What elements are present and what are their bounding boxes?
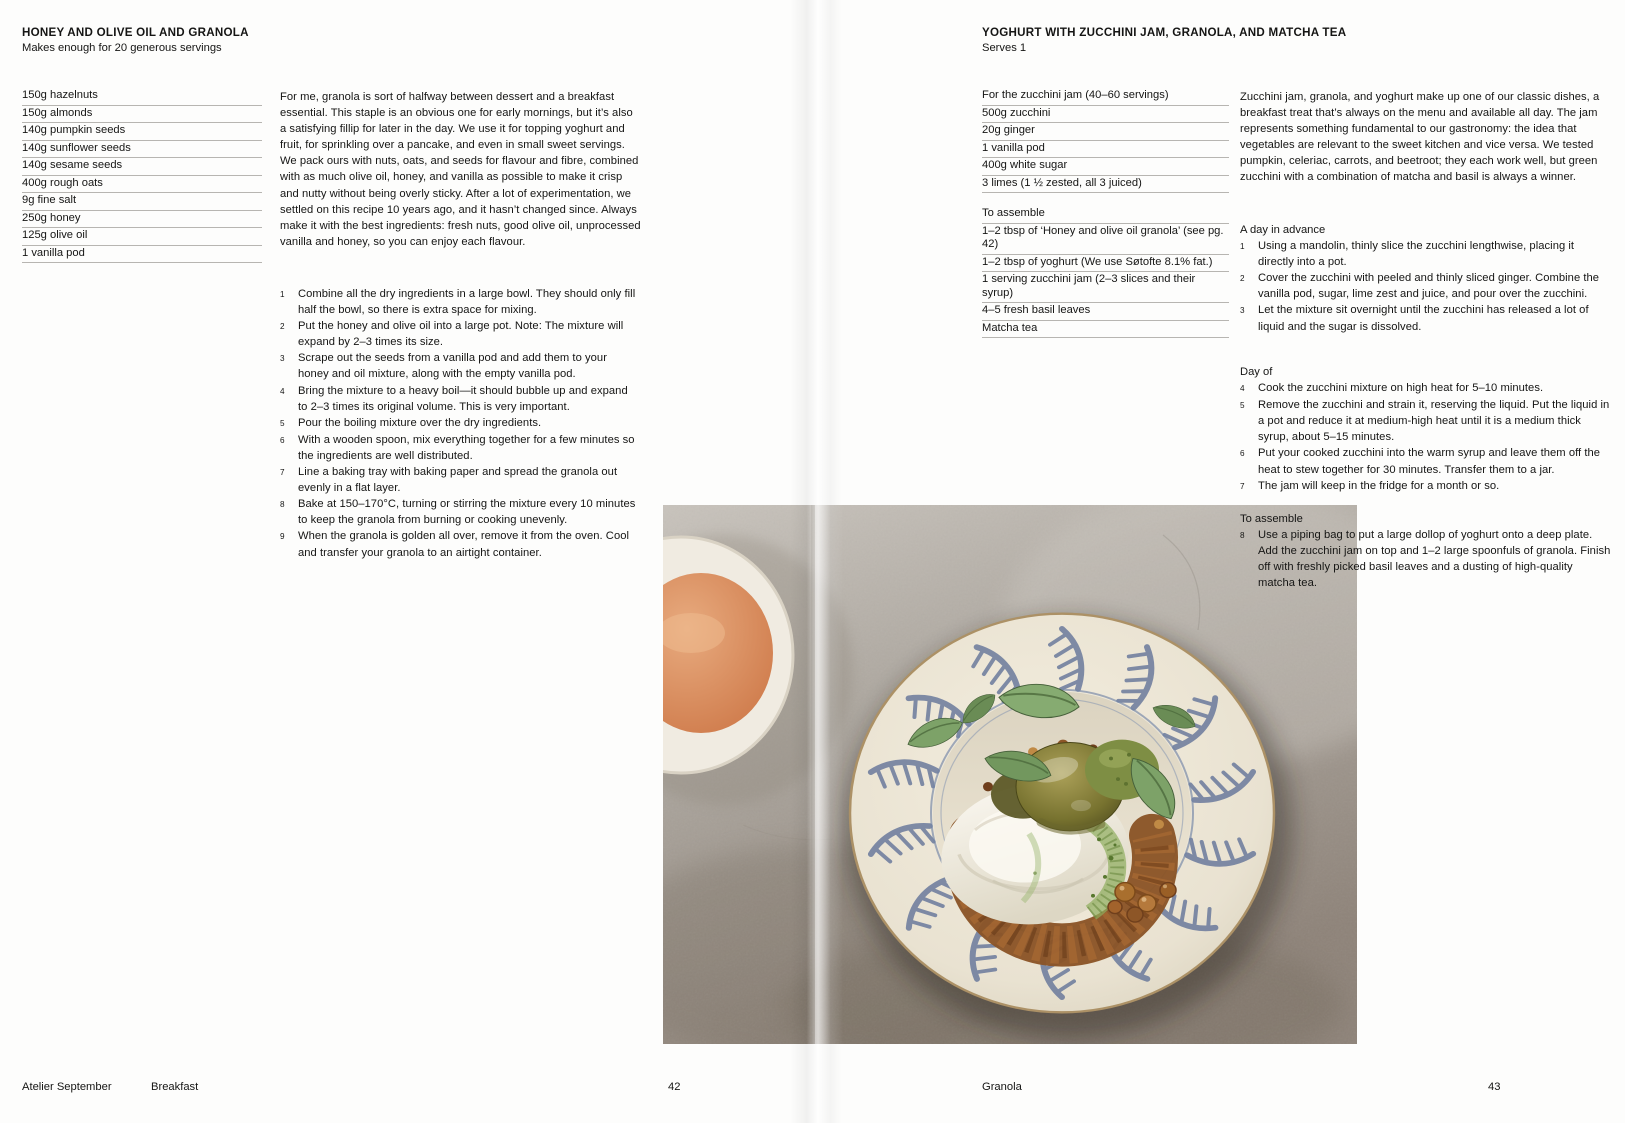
step-text: Put the honey and olive oil into a large pot. Note: The mixture will expand by 2–3 times its size.	[298, 320, 624, 349]
step-number: 5	[1240, 401, 1245, 411]
footer-right-chapter: Granola	[982, 1081, 1022, 1093]
left-ingredient-list	[22, 88, 262, 263]
recipe-step	[1240, 380, 1612, 397]
step-text: Scrape out the seeds from a vanilla pod and add them to your honey and oil mixture, along with the empty vanilla pod.	[298, 352, 607, 381]
step-text: Put your cooked zucchini into the warm syrup and leave them off the heat to stew together for 30 minutes. Transfer them to a jar.	[1258, 447, 1601, 476]
ingredient-group-header: To assemble	[982, 206, 1229, 224]
ingredient-row: 1 vanilla pod	[982, 141, 1229, 159]
step-number: 8	[1240, 531, 1245, 541]
step-number: 5	[280, 418, 285, 428]
section-header: To assemble	[1240, 513, 1303, 525]
ingredient-row: 150g hazelnuts	[22, 88, 262, 106]
recipe-step	[1240, 302, 1612, 334]
ingredient-row: 400g rough oats	[22, 176, 262, 194]
right-recipe-title: YOGHURT WITH ZUCCHINI JAM, GRANOLA, AND MATCHA TEA	[982, 26, 1347, 39]
right-assemble-ingredient-list	[982, 206, 1229, 338]
recipe-step	[280, 415, 640, 432]
step-number: 2	[1240, 274, 1245, 284]
right-recipe-servings: Serves 1	[982, 42, 1027, 54]
left-step-list	[280, 286, 640, 561]
step-number: 4	[280, 386, 285, 396]
recipe-step	[1240, 527, 1612, 591]
right-section-to-assemble	[1240, 511, 1612, 591]
step-number: 4	[1240, 384, 1245, 394]
ingredient-group-header: For the zucchini jam (40–60 servings)	[982, 88, 1229, 106]
step-number: 7	[280, 468, 285, 478]
ingredient-row: 1–2 tbsp of ‘Honey and olive oil granola’ (see pg. 42)	[982, 224, 1229, 255]
ingredient-row: 1–2 tbsp of yoghurt (We use Søtofte 8.1% fat.)	[982, 255, 1229, 273]
recipe-step	[1240, 270, 1612, 302]
step-text: Bring the mixture to a heavy boil—it should bubble up and expand to 2–3 times its original volume. This is very important.	[298, 384, 628, 413]
step-text: Let the mixture sit overnight until the zucchini has released a lot of liquid and the sugar is dissolved.	[1258, 304, 1589, 333]
ingredient-row: 150g almonds	[22, 106, 262, 124]
ingredient-row: 4–5 fresh basil leaves	[982, 303, 1229, 321]
recipe-step	[280, 286, 640, 318]
right-jam-ingredient-list	[982, 88, 1229, 193]
step-text: With a wooden spoon, mix everything together for a few minutes so the ingredients are well distributed.	[298, 433, 635, 462]
step-text: The jam will keep in the fridge for a month or so.	[1258, 479, 1500, 492]
step-number: 8	[280, 500, 285, 510]
recipe-step	[280, 318, 640, 350]
recipe-step	[280, 383, 640, 415]
ingredient-row: 250g honey	[22, 211, 262, 229]
right-page-header	[982, 26, 1602, 54]
ingredient-row: 9g fine salt	[22, 193, 262, 211]
right-section-day-of	[1240, 364, 1612, 495]
ingredient-row: 400g white sugar	[982, 158, 1229, 176]
left-recipe-servings: Makes enough for 20 generous servings	[22, 42, 222, 54]
step-number: 1	[280, 290, 285, 299]
step-number: 6	[1240, 449, 1245, 459]
ingredient-row: 1 vanilla pod	[22, 246, 262, 264]
step-number: 7	[1240, 481, 1245, 491]
step-text: Combine all the dry ingredients in a large bowl. They should only fill half the bowl, so there is extra space for mixing.	[298, 288, 636, 317]
ingredient-row: 20g ginger	[982, 123, 1229, 141]
step-text: Line a baking tray with baking paper and spread the granola out evenly in a flat layer.	[298, 466, 618, 495]
recipe-step	[1240, 238, 1612, 270]
left-page-header	[22, 26, 622, 54]
step-number: 9	[280, 532, 285, 542]
step-number: 3	[1240, 306, 1245, 316]
ingredient-row: 3 limes (1 ½ zested, all 3 juiced)	[982, 176, 1229, 194]
right-step-list	[1240, 527, 1612, 591]
ingredient-row: 140g sesame seeds	[22, 158, 262, 176]
ingredient-row: Matcha tea	[982, 321, 1229, 339]
ingredient-row: 1 serving zucchini jam (2–3 slices and their syrup)	[982, 272, 1229, 303]
recipe-step	[1240, 397, 1612, 445]
section-header: A day in advance	[1240, 224, 1326, 236]
footer-book-title: Atelier September	[22, 1081, 112, 1093]
step-number: 3	[280, 354, 285, 364]
recipe-step	[280, 496, 640, 528]
footer-left-page-number: 42	[668, 1081, 681, 1093]
step-text: Cover the zucchini with peeled and thinly sliced ginger. Combine the vanilla pod, sugar, lime zest and juice, and pour over the zucchini.	[1258, 272, 1600, 301]
ingredient-row: 125g olive oil	[22, 228, 262, 246]
step-text: Pour the boiling mixture over the dry ingredients.	[298, 416, 542, 429]
step-number: 6	[280, 435, 285, 445]
ingredient-row: 500g zucchini	[982, 106, 1229, 124]
left-recipe-title: HONEY AND OLIVE OIL AND GRANOLA	[22, 26, 249, 39]
ingredient-row: 140g sunflower seeds	[22, 141, 262, 159]
right-step-list	[1240, 238, 1612, 335]
recipe-step	[280, 432, 640, 464]
left-recipe-intro: For me, granola is sort of halfway between dessert and a breakfast essential. This staple is an obvious one for early mornings, but it’s also a satisfying fillip for later in the day. We use it for topping yoghurt and fruit, for sprinkling over a pancake, and even in small sweet servings. We pack ours with nuts, oats, and seeds for flavour and fibre, combined with as much olive oil, honey, and vanilla as possible to make it crisp and nutty without being overly sticky. After a lot of experimentation, we settled on this recipe 10 years ago, and it hasn’t changed since. Always make it with the best ingredients: fresh nuts, good olive oil, unprocessed vanilla and honey, so you can enjoy each flavour.	[280, 91, 641, 248]
right-section-day-in-advance	[1240, 222, 1612, 335]
step-number: 1	[1240, 242, 1245, 252]
step-text: Use a piping bag to put a large dollop of yoghurt onto a deep plate. Add the zucchini jam on top and 1–2 large spoonfuls of granola. Finish off with freshly picked basil leaves and a dusting of high-quality matcha tea.	[1258, 529, 1611, 590]
step-text: Remove the zucchini and strain it, reserving the liquid. Put the liquid in a pot and reduce it at medium-high heat until it is a medium thick syrup, about 5–15 minutes.	[1258, 399, 1610, 444]
right-step-list	[1240, 380, 1612, 495]
recipe-step	[280, 350, 640, 382]
step-text: When the granola is golden all over, remove it from the oven. Cool and transfer your granola to an airtight container.	[298, 530, 630, 559]
step-text: Using a mandolin, thinly slice the zucchini lengthwise, placing it directly into a pot.	[1258, 240, 1575, 269]
step-text: Cook the zucchini mixture on high heat for 5–10 minutes.	[1258, 382, 1544, 395]
ingredient-row: 140g pumpkin seeds	[22, 123, 262, 141]
footer-left-chapter: Breakfast	[151, 1081, 199, 1093]
step-text: Bake at 150–170°C, turning or stirring the mixture every 10 minutes to keep the granola from burning or cooking unevenly.	[298, 498, 636, 527]
recipe-step	[280, 528, 640, 560]
footer-right-page-number: 43	[1488, 1081, 1501, 1093]
step-number: 2	[280, 322, 285, 332]
right-recipe-intro: Zucchini jam, granola, and yoghurt make up one of our classic dishes, a breakfast treat that’s always on the menu and available all day. The jam represents something fundamental to our gastronomy: the idea that vegetables are relevant to the sweet kitchen and vice versa. We tested pumpkin, celeriac, carrots, and beetroot; they each work well, but green zucchini with a combination of matcha and basil is always a winner.	[1240, 91, 1600, 184]
recipe-step	[280, 464, 640, 496]
section-header: Day of	[1240, 366, 1273, 378]
recipe-step	[1240, 478, 1612, 495]
recipe-step	[1240, 445, 1612, 477]
